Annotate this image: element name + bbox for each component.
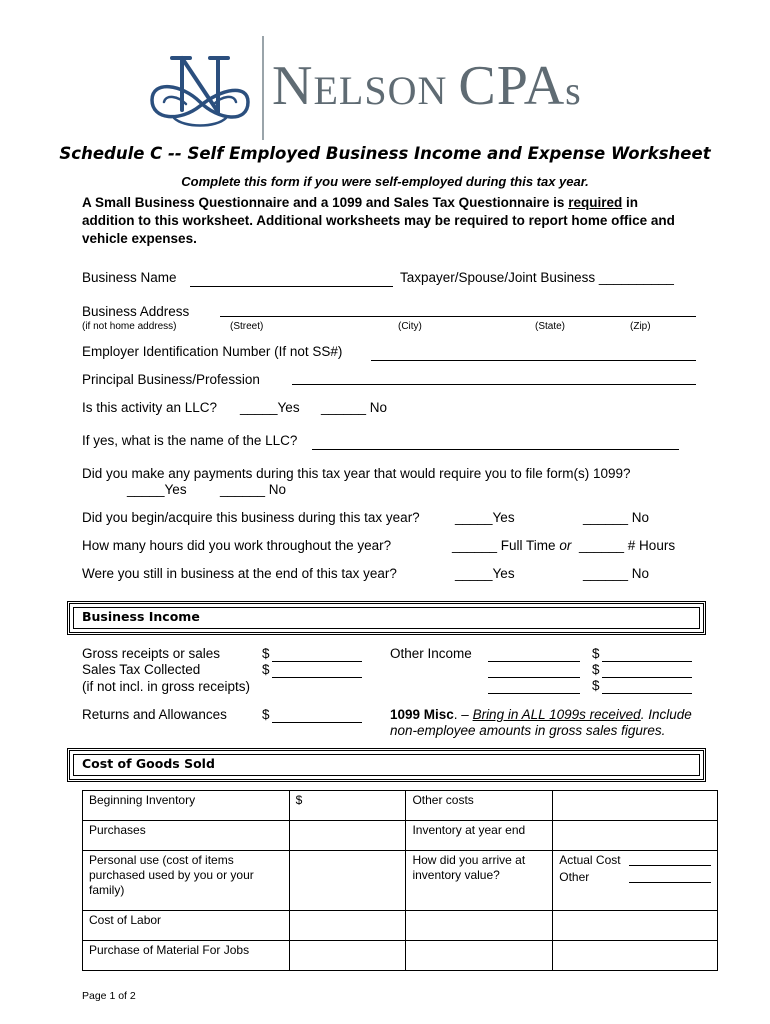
begin-yes-option[interactable]: _____Yes [455, 510, 515, 525]
cost-of-labor-label: Cost of Labor [83, 911, 290, 941]
other-income-desc-1[interactable] [488, 647, 580, 662]
personal-use-field[interactable] [289, 851, 406, 911]
other-income-amount-1[interactable] [602, 647, 692, 662]
misc-1099-note: 1099 Misc. – Bring in ALL 1099s received. Include [390, 707, 692, 722]
business-name-field[interactable] [190, 272, 393, 287]
beginning-inventory-field[interactable]: $ [289, 791, 406, 821]
page-number: Page 1 of 2 [82, 990, 136, 1002]
inventory-value-method-field[interactable] [553, 851, 718, 911]
end-of-year-question: Were you still in business at the end of this tax year? [82, 566, 397, 581]
returns-allowances-label: Returns and Allowances [82, 707, 227, 722]
end-yes-option[interactable]: _____Yes [455, 566, 515, 581]
gross-receipts-field[interactable] [272, 647, 362, 662]
taxpayer-spouse-label: Taxpayer/Spouse/Joint Business __________ [400, 270, 674, 285]
state-label: (State) [535, 321, 566, 332]
purchases-label: Purchases [83, 821, 290, 851]
business-name-label: Business Name [82, 270, 177, 285]
principal-business-field[interactable] [292, 370, 696, 385]
returns-dollar-sign: $ [262, 707, 270, 722]
empty-cell[interactable] [406, 941, 553, 971]
firm-name: NELSON CPAs [272, 55, 582, 117]
sales-tax-dollar-sign: $ [262, 662, 270, 677]
table-row [83, 941, 718, 971]
llc-question: Is this activity an LLC? [82, 400, 218, 415]
other-income-amount-3[interactable] [602, 679, 692, 694]
sales-tax-note: (if not incl. in gross receipts) [82, 679, 251, 694]
sales-tax-label: Sales Tax Collected [82, 662, 201, 677]
full-time-option[interactable]: ______ Full Time or [452, 538, 572, 553]
table-row [83, 851, 718, 911]
other-income-desc-3[interactable] [488, 679, 580, 694]
cost-of-goods-sold-header [67, 748, 706, 782]
gross-receipts-label: Gross receipts or sales [82, 646, 221, 661]
table-row [83, 911, 718, 941]
business-income-title: Business Income [82, 609, 200, 624]
misc-1099-note-line2: non-employee amounts in gross sales figures. [390, 723, 666, 738]
end-no-option[interactable]: ______ No [583, 566, 650, 581]
other-method-field[interactable] [629, 882, 711, 883]
llc-no-option[interactable]: ______ No [321, 400, 388, 415]
llc-yes-option[interactable]: _____Yes [240, 400, 300, 415]
inventory-year-end-field[interactable] [553, 821, 718, 851]
other-income-desc-2[interactable] [488, 663, 580, 678]
returns-allowances-field[interactable] [272, 708, 362, 723]
inventory-year-end-label: Inventory at year end [406, 821, 553, 851]
business-address-field[interactable] [220, 302, 696, 317]
zip-label: (Zip) [630, 321, 651, 332]
street-label: (Street) [230, 321, 264, 332]
city-label: (City) [398, 321, 422, 332]
sales-tax-field[interactable] [272, 663, 362, 678]
gross-dollar-sign: $ [262, 646, 270, 661]
ein-label: Employer Identification Number (If not SS#) [82, 344, 343, 359]
other-income-label: Other Income [390, 646, 472, 661]
other-method-label: Other [559, 870, 590, 884]
other-income-amount-2[interactable] [602, 663, 692, 678]
table-row [83, 791, 718, 821]
payments-no-option[interactable]: ______ No [220, 482, 287, 497]
intro-paragraph: A Small Business Questionnaire and a 1099 and Sales Tax Questionnaire is required in addition to this worksheet. Additional worksheets may be required to report home office and vehicle expenses. [82, 195, 675, 246]
page-subtitle: Complete this form if you were self-employed during this tax year. [181, 174, 589, 189]
principal-business-label: Principal Business/Profession [82, 372, 260, 387]
other-costs-field[interactable] [553, 791, 718, 821]
hours-number-field[interactable]: ______ # Hours [579, 538, 676, 553]
cost-of-goods-sold-title: Cost of Goods Sold [82, 756, 215, 771]
other-costs-label: Other costs [406, 791, 553, 821]
address-note: (if not home address) [82, 321, 177, 332]
business-address-label: Business Address [82, 304, 190, 319]
other-income-dollar-1: $ [592, 646, 600, 661]
inventory-value-method-label: How did you arrive at inventory value? [406, 851, 553, 911]
begin-no-option[interactable]: ______ No [583, 510, 650, 525]
material-purchase-field[interactable] [289, 941, 406, 971]
nelson-logo-icon [144, 50, 256, 136]
payments-1099-question: Did you make any payments during this tax year that would require you to file form(s) 1099? [82, 466, 631, 481]
table-row [83, 821, 718, 851]
page-title: Schedule C -- Self Employed Business Income and Expense Worksheet [59, 144, 711, 163]
empty-cell[interactable] [406, 911, 553, 941]
begin-business-question: Did you begin/acquire this business during this tax year? [82, 510, 420, 525]
other-income-dollar-3: $ [592, 678, 600, 693]
payments-yes-option[interactable]: _____Yes [127, 482, 187, 497]
beginning-inventory-label: Beginning Inventory [83, 791, 290, 821]
purchases-field[interactable] [289, 821, 406, 851]
hours-question: How many hours did you work throughout the year? [82, 538, 392, 553]
material-purchase-label: Purchase of Material For Jobs [83, 941, 290, 971]
cost-of-labor-field[interactable] [289, 911, 406, 941]
personal-use-label: Personal use (cost of items purchased used by you or your family) [83, 851, 290, 911]
empty-cell[interactable] [553, 911, 718, 941]
logo-divider [262, 36, 264, 140]
cost-of-goods-table [82, 790, 718, 971]
llc-name-field[interactable] [312, 435, 679, 450]
llc-name-label: If yes, what is the name of the LLC? [82, 433, 298, 448]
empty-cell[interactable] [553, 941, 718, 971]
business-income-header [67, 601, 706, 635]
other-income-dollar-2: $ [592, 662, 600, 677]
actual-cost-field[interactable] [629, 865, 711, 866]
actual-cost-label: Actual Cost [559, 853, 621, 867]
ein-field[interactable] [371, 346, 696, 361]
